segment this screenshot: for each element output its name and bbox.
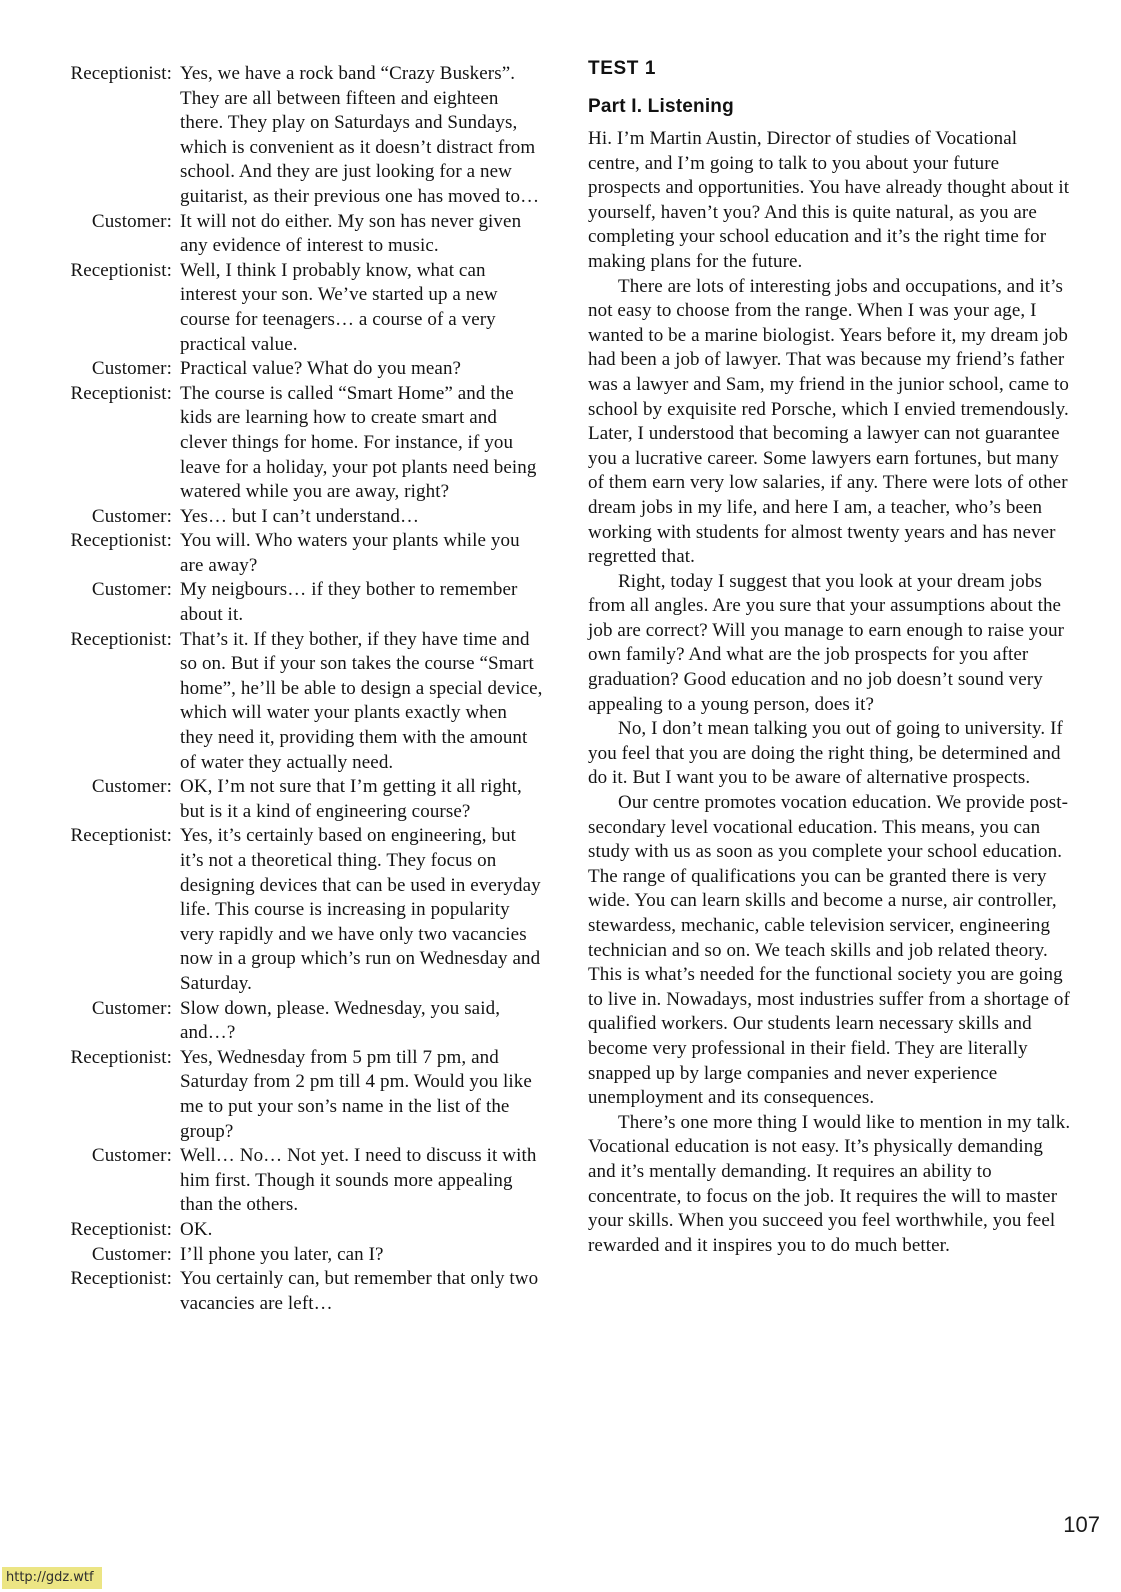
utterance-text: You certainly can, but remember that only two vacancies are left…	[180, 1268, 539, 1314]
speaker-label: Receptionist:	[70, 530, 172, 552]
speaker-label: Customer:	[91, 997, 172, 1019]
watermark-url: http://gdz.wtf	[2, 1567, 102, 1589]
utterance-text: Yes, we have a rock band “Crazy Buskers”. They are all between fifteen and eighteen there. They play on Saturdays and Sundays, which is convenient as it doesn’t distract from school. And they are just looking for a new guitarist, as their previous one has moved to…	[180, 63, 540, 207]
script-paragraph: No, I don’t mean talking you out of going to university. If you feel that you are doing the right thing, be determined and do it. But I want you to be aware of alternative prospects.	[588, 718, 1063, 789]
dialogue-entry	[38, 357, 546, 382]
utterance-text: Practical value? What do you mean?	[180, 358, 462, 380]
part-listening-heading: Part I. Listening	[588, 96, 734, 117]
dialogue-entry	[38, 529, 546, 578]
speaker-label: Receptionist:	[70, 63, 172, 84]
utterance-text: It will not do either. My son has never given any evidence of interest to music.	[180, 210, 522, 257]
script-paragraph: Hi. I’m Martin Austin, Director of studies of Vocational centre, and I’m going to talk to you about your future prospects and opportunities. You have already thought about it yourself, haven’t you? And this is quite natural, as you are completing your school education and it’s the right time for making plans for the future.	[588, 128, 1070, 272]
utterance-text: Slow down, please. Wednesday, you said, and…?	[180, 997, 501, 1044]
test-column	[588, 58, 1072, 1258]
dialogue-entry	[38, 1046, 546, 1144]
dialogue-entry	[38, 1267, 546, 1316]
script-paragraph: There are lots of interesting jobs and occupations, and it’s not easy to choose from the range. When I was your age, I wanted to be a marine biologist. Years before it, my dream job had been a job of lawyer. That was because my friend’s father was a lawyer and Sam, my friend in the junior school, came to school by exquisite red Porsche, which I envied tremendously. Later, I understood that becoming a lawyer can not guarantee you a lucrative career. Some lawyers earn fortunes, but many of them earn very low salaries, if any. There were lots of other dream jobs in my life, and here I am, a teacher, who’s been working with students for almost twenty years and has never regretted that.	[588, 275, 1069, 568]
dialogue-entry	[38, 1144, 546, 1218]
script-paragraph: Our centre promotes vocation education. We provide post-secondary level vocational education. This means, you can study with us as soon as you complete your school education. The range of qualifications you can be granted there is very wide. You can learn skills and become a nurse, air controller, stewardess, mechanic, cable television servicer, engineering technician and so on. We teach skills and job related theory. This is what’s needed for the functional society you are going to live in. Nowadays, most industries suffer from a shortage of qualified workers. Our students learn necessary skills and become very professional in their field. They are literally snapped up by large companies and never experience unemployment and its consequences.	[588, 792, 1070, 1109]
speaker-label: Customer:	[91, 210, 172, 232]
test-heading: TEST 1	[588, 58, 657, 79]
dialogue-entry	[38, 578, 546, 627]
dialogue-entry	[38, 62, 546, 210]
speaker-label: Customer:	[91, 358, 172, 380]
speaker-label: Receptionist:	[70, 382, 172, 404]
page-number: 107	[1063, 1512, 1100, 1537]
dialogue-entry	[38, 505, 546, 530]
utterance-text: Yes, it’s certainly based on engineering, but it’s not a theoretical thing. They focus on designing devices that can be used in everyday life. This course is increasing in popularity very rapidly and we have only two vacancies now in a group which’s run on Wednesday and Saturday.	[180, 825, 541, 994]
dialogue-column	[38, 62, 546, 1316]
listening-script	[588, 127, 1072, 1258]
speaker-label: Receptionist:	[70, 259, 172, 281]
dialogue-entry	[38, 210, 546, 259]
dialogue-entry	[38, 1243, 546, 1268]
utterance-text: Yes, Wednesday from 5 pm till 7 pm, and Saturday from 2 pm till 4 pm. Would you like me to put your son’s name in the list of the group?	[180, 1046, 532, 1142]
utterance-text: Yes… but I can’t understand…	[180, 505, 420, 527]
utterance-text: You will. Who waters your plants while you are away?	[180, 530, 520, 576]
script-paragraph: Right, today I suggest that you look at your dream jobs from all angles. Are you sure that your assumptions about the job are correct? Will you manage to earn enough to raise your own family? And what are the job prospects for you after graduation? Good education and no job doesn’t sound very appealing to a young person, does it?	[588, 570, 1065, 715]
speaker-label: Customer:	[91, 1145, 172, 1167]
utterance-text: OK.	[180, 1218, 213, 1240]
speaker-label: Customer:	[91, 505, 172, 527]
speaker-label: Receptionist:	[70, 1046, 172, 1068]
utterance-text: The course is called “Smart Home” and the kids are learning how to create smart and clever things for home. For instance, if you leave for a holiday, your pot plants need being watered while you are away, right?	[180, 382, 537, 503]
dialogue-entry	[38, 1218, 546, 1243]
utterance-text: Well… No… Not yet. I need to discuss it with him first. Though it sounds more appealing than the others.	[180, 1145, 537, 1216]
speaker-label: Customer:	[91, 776, 172, 798]
dialogue-entry	[38, 628, 546, 776]
speaker-label: Customer:	[91, 1243, 172, 1265]
speaker-label: Customer:	[91, 579, 172, 601]
utterance-text: Well, I think I probably know, what can interest your son. We’ve started up a new course for teenagers… a course of a very practical value.	[180, 259, 498, 355]
dialogue-entry	[38, 382, 546, 505]
utterance-text: My neigbours… if they bother to remember about it.	[180, 579, 518, 626]
utterance-text: That’s it. If they bother, if they have time and so on. But if your son takes the course “Smart home”, he’ll be able to design a special device, which will water your plants exactly when they need it, providing them with the amount of water they actually need.	[180, 628, 543, 773]
speaker-label: Receptionist:	[70, 628, 172, 650]
speaker-label: Receptionist:	[70, 1268, 172, 1290]
speaker-label: Receptionist:	[70, 825, 172, 847]
script-paragraph: There’s one more thing I would like to mention in my talk. Vocational education is not easy. It’s physically demanding and it’s mentally demanding. It requires an ability to concentrate, to focus on the job. It requires the will to master your skills. When you succeed you feel worthwhile, you feel rewarded and it inspires you to do much better.	[588, 1111, 1071, 1256]
dialogue-entry	[38, 775, 546, 824]
dialogue-entry	[38, 259, 546, 357]
utterance-text: OK, I’m not sure that I’m getting it all right, but is it a kind of engineering course?	[180, 776, 522, 822]
speaker-label: Receptionist:	[70, 1218, 172, 1240]
dialogue-entry	[38, 824, 546, 996]
dialogue-entry	[38, 997, 546, 1046]
dialogue-list	[38, 62, 546, 1316]
utterance-text: I’ll phone you later, can I?	[180, 1243, 384, 1265]
